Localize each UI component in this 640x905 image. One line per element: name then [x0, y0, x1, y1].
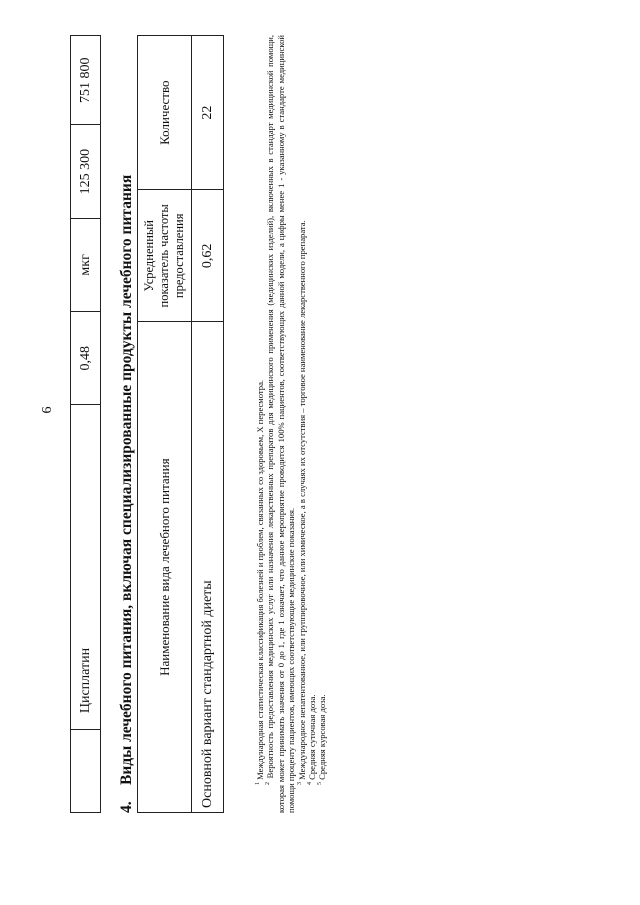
- footnote-text: Вероятность предоставления медицинских услуг или назначения лекарственных препаратов для медицинского применения (медицинских изделий), включенных в стандарт медицинской помощи, которая может принимать значения от 0 до 1, где 1 означает, что данное мероприятие проводится 100% пациентов, соответствующих данной модели, а цифры менее 1 - указанному в стандарте медицинской помощи проценту пациентов, имеющих соответствующие медицинские показания.: [265, 35, 297, 813]
- footnote: [297, 35, 307, 813]
- course-dose-cell: 751 800: [71, 36, 101, 125]
- probability-cell: 0,48: [71, 312, 101, 405]
- drug-name-cell: Цисплатин: [71, 405, 101, 730]
- table-header-row: [138, 36, 192, 813]
- footnote-mark: 3: [296, 782, 303, 785]
- footnote-mark: 4: [307, 782, 314, 785]
- header-quantity: Количество: [138, 36, 192, 190]
- footnote-text: Международная статистическая классификация болезней и проблем, связанных со здоровьем, X пересмотра.: [255, 379, 265, 780]
- table-row: [71, 36, 101, 813]
- footnote: [317, 35, 327, 813]
- header-frequency: Усредненный показатель частоты предоставления: [138, 190, 192, 322]
- table-row: [192, 36, 224, 813]
- footnote-mark: 5: [317, 782, 324, 785]
- footnotes: [255, 35, 328, 813]
- empty-cell: [71, 730, 101, 813]
- page-number: 6: [40, 406, 55, 414]
- row-quantity: 22: [192, 36, 224, 190]
- footnote-mark: 1: [255, 782, 262, 785]
- footnote-text: Средняя суточная доза.: [307, 694, 318, 780]
- row-frequency: 0,62: [192, 190, 224, 322]
- nutrition-table: [137, 35, 224, 813]
- daily-dose-cell: 125 300: [71, 125, 101, 218]
- row-name: Основной вариант стандартной диеты: [192, 322, 224, 813]
- footnote-text: Международное непатентованное, или группировочное, или химическое, а в случаях их отсутствия – торговое наименование лекарственного препарата.: [296, 220, 307, 780]
- footnote-text: Средняя курсовая доза.: [317, 694, 328, 780]
- drug-table-fragment: [70, 35, 101, 813]
- footnote-mark: 2: [265, 782, 272, 785]
- section-number: 4.: [118, 801, 135, 813]
- footnote: [265, 35, 296, 813]
- section-heading: [118, 175, 136, 813]
- header-name: Наименование вида лечебного питания: [138, 322, 192, 813]
- footnote: [255, 35, 265, 813]
- footnote: [307, 35, 317, 813]
- section-title: Виды лечебного питания, включая специализированные продукты лечебного питания: [118, 174, 135, 785]
- unit-cell: мкг: [71, 218, 101, 311]
